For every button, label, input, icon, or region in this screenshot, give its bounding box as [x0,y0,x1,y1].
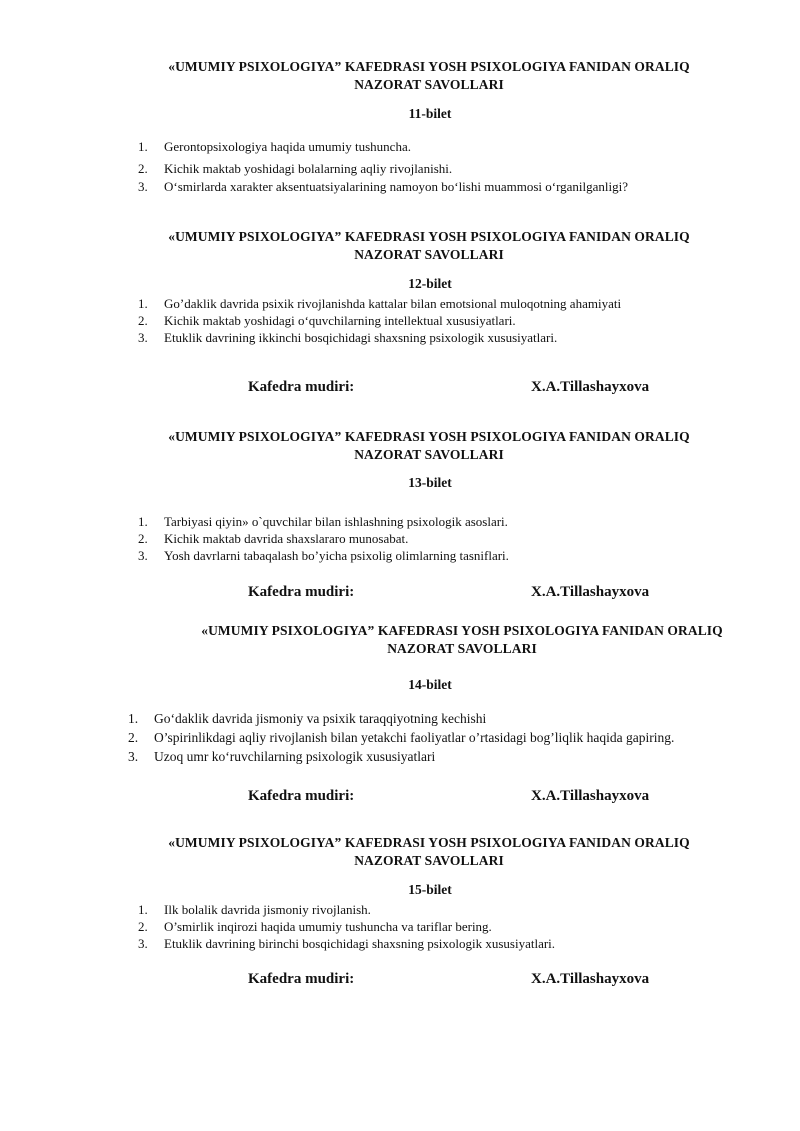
heading-line-1: «UMUMIY PSIXOLOGIYA” KAFEDRASI YOSH PSIXOLOGIYA FANIDAN ORALIQ [168,229,690,244]
question-list [128,709,674,766]
list-item: 3. Etuklik davrining birinchi bosqichidagi shaxsning psixologik xususiyatlari. [138,936,556,951]
heading-line-2: NAZORAT SAVOLLARI [354,247,504,262]
list-item: 2. Kichik maktab yoshidagi bolalarning aqliy rivojlanishi. [138,161,453,176]
signature-label: Kafedra mudiri: [248,971,355,987]
list-item: 3. Etuklik davrining ikkinchi bosqichidagi shaxsning psixologik xususiyatlari. [138,330,558,345]
signature-name: X.A.Tillashayxova [531,584,650,600]
signature-label: Kafedra mudiri: [248,379,355,395]
list-item: 3. O‘smirlarda xarakter aksentuatsiyalarining namoyon bo‘lishi muammosi o‘rganilganligi? [138,179,629,194]
signature-label: Kafedra mudiri: [248,788,355,804]
bilet-number: 14-bilet [408,677,452,692]
bilet-number: 12-bilet [408,276,452,291]
heading-line-2: NAZORAT SAVOLLARI [354,447,504,462]
list-item: 2. Kichik maktab yoshidagi o‘quvchilarning intellektual xususiyatlari. [138,313,516,328]
block-heading [0,228,800,264]
list-item: 1. Gerontopsixologiya haqida umumiy tushuncha. [138,139,411,154]
block-heading [0,834,800,870]
heading-line-1: «UMUMIY PSIXOLOGIYA” KAFEDRASI YOSH PSIXOLOGIYA FANIDAN ORALIQ [201,623,723,638]
list-item: 1. Go’daklik davrida psixik rivojlanishda kattalar bilan emotsional muloqotning ahamiyati [138,296,622,311]
question-list [138,295,621,346]
signature-name: X.A.Tillashayxova [531,788,650,804]
list-item: 1. Tarbiyasi qiyin» o`quvchilar bilan ishlashning psixologik asoslari. [138,514,508,529]
list-item: 2. O’spirinlikdagi aqliy rivojlanish bilan yetakchi faoliyatlar o’rtasidagi bog’liqlik haqida gapiring. [128,730,675,745]
list-item: 1. Ilk bolalik davrida jismoniy rivojlanish. [138,902,371,917]
bilet-number: 11-bilet [408,106,452,121]
heading-line-1: «UMUMIY PSIXOLOGIYA” KAFEDRASI YOSH PSIXOLOGIYA FANIDAN ORALIQ [168,59,690,74]
bilet-number: 13-bilet [408,475,452,490]
block-heading [0,58,800,94]
heading-line-2: NAZORAT SAVOLLARI [387,641,537,656]
list-item: 2. O’smirlik inqirozi haqida umumiy tushuncha va tariflar bering. [138,919,492,934]
list-item: 2. Kichik maktab davrida shaxslararo munosabat. [138,531,409,546]
heading-line-2: NAZORAT SAVOLLARI [354,853,504,868]
signature-label: Kafedra mudiri: [248,584,355,600]
block-heading [0,428,800,464]
bilet-number: 15-bilet [408,882,452,897]
signature-name: X.A.Tillashayxova [531,379,650,395]
signature-name: X.A.Tillashayxova [531,971,650,987]
question-list [138,137,628,196]
heading-line-2: NAZORAT SAVOLLARI [354,77,504,92]
heading-line-1: «UMUMIY PSIXOLOGIYA” KAFEDRASI YOSH PSIXOLOGIYA FANIDAN ORALIQ [168,835,690,850]
question-list [138,513,509,564]
question-list [138,901,555,952]
block-heading [32,622,800,658]
list-item: 3. Uzoq umr ko‘ruvchilarning psixologik xususiyatlari [128,749,436,764]
list-item: 1. Go‘daklik davrida jismoniy va psixik taraqqiyotning kechishi [128,711,487,726]
list-item: 3. Yosh davrlarni tabaqalash bo’yicha psixolig olimlarning tasniflari. [138,548,509,563]
heading-line-1: «UMUMIY PSIXOLOGIYA” KAFEDRASI YOSH PSIXOLOGIYA FANIDAN ORALIQ [168,429,690,444]
